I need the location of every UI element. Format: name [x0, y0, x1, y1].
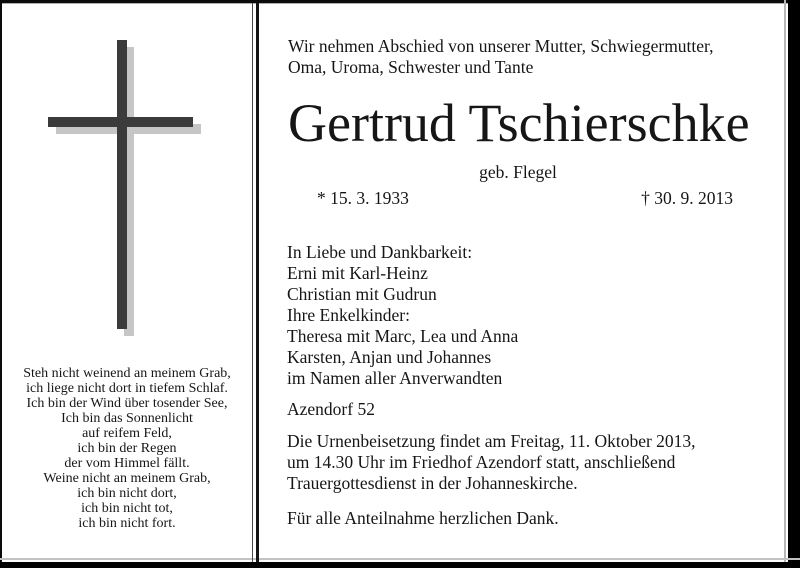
- poem-line: ich bin nicht fort.: [78, 516, 176, 531]
- frame-right-shadow-line: [784, 0, 786, 568]
- memorial-poem: [4, 366, 250, 531]
- poem-line: Ich bin der Wind über tosender See,: [26, 396, 228, 411]
- poem-line: ich liege nicht dort in tiefem Schlaf.: [26, 381, 228, 396]
- poem-line: auf reifem Feld,: [82, 426, 172, 441]
- mourners-line: Theresa mit Marc, Lea und Anna: [287, 326, 519, 346]
- death-date: † 30. 9. 2013: [641, 188, 733, 208]
- intro-text: [288, 36, 768, 78]
- birth-date: * 15. 3. 1933: [317, 188, 409, 208]
- poem-line: Ich bin das Sonnenlicht: [61, 411, 193, 426]
- maiden-name: geb. Flegel: [479, 162, 557, 182]
- intro-line-2: Oma, Uroma, Schwester und Tante: [288, 57, 534, 77]
- poem-line: ich bin der Regen: [77, 441, 177, 456]
- mourners-line: In Liebe und Dankbarkeit:: [287, 242, 473, 262]
- frame-bottom-shadow-line: [0, 558, 800, 560]
- poem-line: ich bin nicht dort,: [77, 486, 177, 501]
- frame-left-edge: [0, 0, 2, 568]
- cross-vertical-bar: [117, 40, 127, 329]
- deceased-name: Gertrud Tschierschke: [288, 93, 750, 153]
- funeral-line: Die Urnenbeisetzung findet am Freitag, 11. Oktober 2013,: [287, 431, 696, 451]
- mourners-line: Ihre Enkelkinder:: [287, 305, 410, 325]
- thanks-text: Für alle Anteilnahme herzlichen Dank.: [287, 508, 559, 528]
- column-divider-thick-rule: [256, 3, 259, 562]
- poem-line: Weine nicht an meinem Grab,: [43, 471, 211, 486]
- funeral-line: um 14.30 Uhr im Friedhof Azendorf statt, anschließend: [287, 452, 676, 472]
- life-dates: [317, 188, 733, 209]
- address: Azendorf 52: [287, 399, 375, 419]
- poem-line: Steh nicht weinend an meinem Grab,: [23, 366, 231, 381]
- intro-line-1: Wir nehmen Abschied von unserer Mutter, Schwiegermutter,: [288, 36, 714, 56]
- frame-top-shadow-line: [0, 3, 800, 4]
- mourners-list: [287, 242, 767, 389]
- mourners-line: Christian mit Gudrun: [287, 284, 437, 304]
- frame-bottom-edge: [0, 562, 800, 568]
- poem-line: der vom Himmel fällt.: [64, 456, 190, 471]
- poem-line: ich bin nicht tot,: [81, 501, 173, 516]
- cross-horizontal-bar: [48, 117, 193, 127]
- column-divider-thin-rule: [252, 3, 253, 562]
- frame-right-edge: [788, 0, 800, 568]
- mourners-line: Karsten, Anjan und Johannes: [287, 347, 492, 367]
- mourners-line: Erni mit Karl-Heinz: [287, 263, 428, 283]
- mourners-line: im Namen aller Anverwandten: [287, 368, 503, 388]
- funeral-details: [287, 431, 777, 494]
- funeral-line: Trauergottesdienst in der Johanneskirche.: [287, 473, 578, 493]
